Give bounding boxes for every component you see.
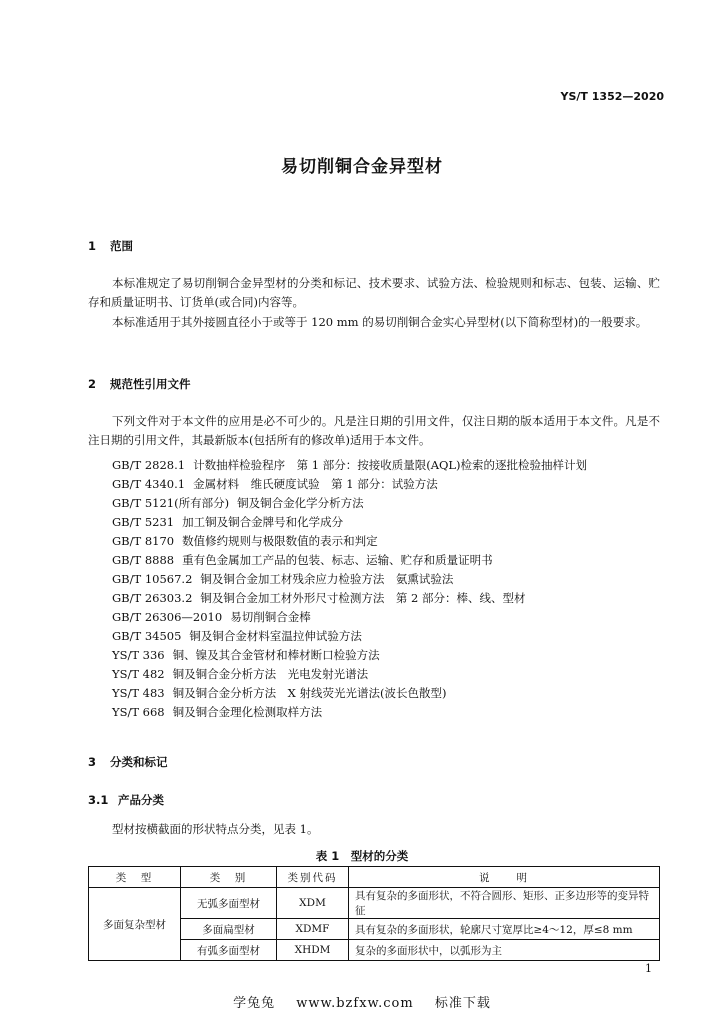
ref-code: YS/T 336 (112, 648, 165, 662)
section-number: 3.1 (88, 793, 109, 807)
ref-item (112, 514, 343, 530)
ref-item (112, 628, 362, 644)
section-2-heading (88, 376, 191, 392)
col-header-type: 类 型 (89, 867, 181, 888)
section-1-para-1: 本标准规定了易切削铜合金异型材的分类和标记、技术要求、试验方法、检验规则和标志、包装、运输、贮存和质量证明书、订货单(或合同)内容等。 (88, 276, 660, 309)
ref-item (112, 571, 453, 587)
ref-item (112, 647, 380, 663)
table-caption: 表 1 型材的分类 (315, 849, 409, 863)
ref-title: 易切削铜合金棒 (230, 610, 311, 624)
footer-site-name: 学兔兔 (233, 996, 276, 1011)
section-3-1-para: 型材按横截面的形状特点分类，见表 1。 (112, 822, 319, 836)
ref-title: 铜及铜合金化学分析方法 (237, 496, 364, 510)
ref-code: GB/T 5121(所有部分) (112, 496, 230, 510)
ref-title: 重有色金属加工产品的包装、标志、运输、贮存和质量证明书 (182, 553, 493, 567)
ref-code: YS/T 668 (112, 705, 165, 719)
ref-item (112, 552, 493, 568)
ref-title: 铜及铜合金材料室温拉伸试验方法 (189, 629, 362, 643)
ref-item (112, 495, 364, 511)
code-cell: XDM (277, 888, 349, 919)
footer-url[interactable]: www.bzfxw.com (296, 996, 414, 1011)
ref-title: 铜及铜合金理化检测取样方法 (172, 705, 323, 719)
section-3-heading (88, 754, 168, 770)
col-header-description: 说 明 (349, 867, 660, 888)
code-cell: XDMF (277, 919, 349, 940)
ref-code: GB/T 34505 (112, 629, 182, 643)
standard-code: YS/T 1352—2020 (560, 90, 664, 103)
footer-tagline: 标准下载 (434, 996, 491, 1011)
type-cell: 多面复杂型材 (89, 888, 181, 961)
category-cell: 无弧多面型材 (181, 888, 277, 919)
section-title: 产品分类 (118, 793, 165, 807)
ref-title: 数值修约规则与极限数值的表示和判定 (182, 534, 378, 548)
ref-code: GB/T 8170 (112, 534, 175, 548)
ref-code: GB/T 26303.2 (112, 591, 193, 605)
ref-item (112, 457, 587, 473)
section-title: 范围 (110, 239, 134, 253)
ref-code: GB/T 2828.1 (112, 458, 186, 472)
category-cell: 多面扁型材 (181, 919, 277, 940)
ref-title: 加工铜及铜合金牌号和化学成分 (182, 515, 344, 529)
ref-title: 铜及铜合金加工材残余应力检验方法 氨熏试验法 (200, 572, 454, 586)
ref-title: 铜、镍及其合金管材和棒材断口检验方法 (172, 648, 380, 662)
category-cell: 有弧多面型材 (181, 940, 277, 961)
document-title: 易切削铜合金异型材 (281, 157, 443, 177)
ref-title: 铜及铜合金分析方法 光电发射光谱法 (172, 667, 369, 681)
table-row (89, 888, 660, 919)
section-1-heading (88, 238, 133, 254)
section-3-1-heading (88, 792, 164, 808)
ref-item (112, 609, 311, 625)
ref-item (112, 590, 526, 606)
ref-title: 铜及铜合金分析方法 X 射线荧光光谱法(波长色散型) (172, 686, 447, 700)
section-number: 1 (88, 239, 97, 253)
ref-code: YS/T 482 (112, 667, 165, 681)
code-cell: XHDM (277, 940, 349, 961)
page-number: 1 (645, 962, 652, 975)
ref-code: YS/T 483 (112, 686, 165, 700)
description-cell: 具有复杂的多面形状，不符合圆形、矩形、正多边形等的变异特征 (349, 888, 660, 919)
ref-code: GB/T 10567.2 (112, 572, 193, 586)
ref-item (112, 533, 378, 549)
ref-title: 铜及铜合金加工材外形尺寸检测方法 第 2 部分：棒、线、型材 (200, 591, 526, 605)
ref-item (112, 704, 322, 720)
ref-code: GB/T 4340.1 (112, 477, 186, 491)
ref-title: 计数抽样检验程序 第 1 部分：按接收质量限(AQL)检索的逐批检验抽样计划 (193, 458, 588, 472)
section-1-para-2: 本标准适用于其外接圆直径小于或等于 120 mm 的易切削铜合金实心异型材(以下简称型材)的一般要求。 (112, 315, 648, 329)
ref-item (112, 476, 438, 492)
classification-table (88, 866, 660, 961)
description-cell: 具有复杂的多面形状，轮廓尺寸宽厚比≥4～12，厚≤8 mm (349, 919, 660, 940)
section-title: 分类和标记 (110, 755, 168, 769)
table-header-row (89, 867, 660, 888)
ref-item (112, 666, 368, 682)
ref-code: GB/T 5231 (112, 515, 175, 529)
footer-watermark (0, 992, 724, 1011)
section-number: 2 (88, 377, 97, 391)
col-header-code: 类别代码 (277, 867, 349, 888)
ref-title: 金属材料 维氏硬度试验 第 1 部分：试验方法 (193, 477, 438, 491)
section-2-intro: 下列文件对于本文件的应用是必不可少的。凡是注日期的引用文件，仅注日期的版本适用于本文件。凡是不注日期的引用文件，其最新版本(包括所有的修改单)适用于本文件。 (88, 414, 660, 447)
ref-code: GB/T 8888 (112, 553, 175, 567)
ref-item (112, 685, 446, 701)
col-header-category: 类 别 (181, 867, 277, 888)
section-title: 规范性引用文件 (110, 377, 191, 391)
ref-code: GB/T 26306—2010 (112, 610, 223, 624)
description-cell: 复杂的多面形状中，以弧形为主 (349, 940, 660, 961)
section-number: 3 (88, 755, 97, 769)
